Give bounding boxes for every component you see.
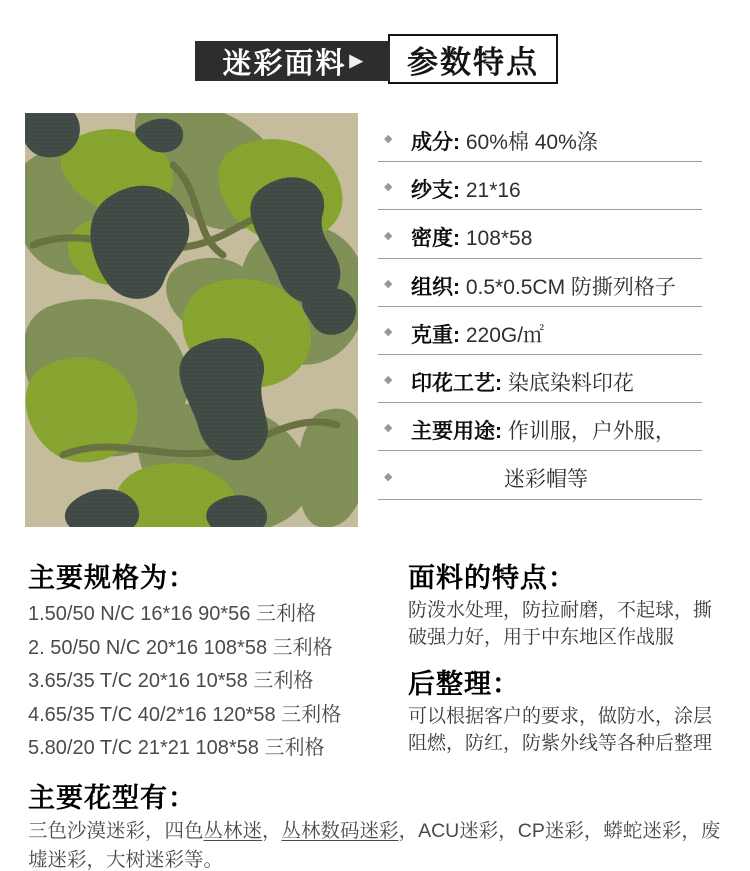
finishing-body: 可以根据客户的要求，做防水，涂层阻燃，防红，防紫外线等各种后整理 xyxy=(408,706,713,754)
section-title: 参数特点 xyxy=(407,44,539,80)
param-row xyxy=(378,210,702,258)
features-heading: 面料的特点： xyxy=(408,563,576,593)
param-value: 染底染料印花 xyxy=(507,371,634,395)
param-label: 克重: xyxy=(411,323,460,347)
specs-heading: 主要规格为： xyxy=(28,563,196,593)
param-text xyxy=(390,468,702,498)
param-label: 成分: xyxy=(411,131,460,155)
param-row xyxy=(378,355,702,403)
param-row xyxy=(378,114,702,162)
pattern-name-underlined: 丛林数码迷彩 xyxy=(281,820,399,842)
header-tag-label: 迷彩面料 xyxy=(222,47,347,80)
diamond-bullet-icon: ◆ xyxy=(384,133,393,146)
spec-line: 5.80/20 T/C 21*21 108*58 三利格 xyxy=(28,737,325,759)
pattern-text: 三色沙漠迷彩，四色 xyxy=(28,820,204,842)
param-row xyxy=(378,307,702,355)
diamond-bullet-icon: ◆ xyxy=(384,229,393,242)
camo-swatch-svg xyxy=(25,113,358,527)
spec-line: 1.50/50 N/C 16*16 90*56 三利格 xyxy=(28,603,316,625)
patterns-body xyxy=(28,817,734,871)
param-value: 迷彩帽等 xyxy=(504,468,588,492)
param-value: 21*16 xyxy=(465,179,521,203)
param-value: 0.5*0.5CM 防撕列格子 xyxy=(465,275,676,299)
param-value: 108*58 xyxy=(465,227,533,251)
finishing-heading: 后整理： xyxy=(408,669,520,699)
param-text xyxy=(411,324,544,354)
camo-ripstop-texture xyxy=(25,113,358,527)
param-label: 密度: xyxy=(411,227,460,251)
param-label: 印花工艺: xyxy=(411,371,502,395)
diamond-bullet-icon: ◆ xyxy=(384,374,393,387)
header-tag xyxy=(195,41,390,81)
param-value: 作训服，户外服， xyxy=(507,420,676,444)
param-text xyxy=(411,276,676,306)
params-list xyxy=(378,114,702,500)
diamond-bullet-icon: ◆ xyxy=(384,422,393,435)
diamond-bullet-icon: ◆ xyxy=(384,181,393,194)
param-value: 220G/㎡ xyxy=(465,323,545,347)
param-row xyxy=(378,162,702,210)
param-label: 组织: xyxy=(411,275,460,299)
pattern-text: ，ACU迷彩，CP迷彩，蟒蛇迷彩，废墟迷彩，大树迷彩等。 xyxy=(28,820,721,871)
patterns-heading: 主要花型有： xyxy=(28,783,196,813)
param-label: 主要用途: xyxy=(411,420,502,444)
diamond-bullet-icon: ◆ xyxy=(384,470,393,483)
param-text xyxy=(411,227,532,257)
section-title-box xyxy=(388,34,558,84)
param-text xyxy=(411,372,634,402)
pattern-name-underlined: 丛林迷 xyxy=(203,820,263,842)
spec-line: 2. 50/50 N/C 20*16 108*58 三利格 xyxy=(28,636,333,659)
spec-line: 4.65/35 T/C 40/2*16 120*58 三利格 xyxy=(28,703,342,726)
spec-line: 3.65/35 T/C 20*16 10*58 三利格 xyxy=(28,670,314,692)
param-text xyxy=(411,131,598,161)
pattern-text: ， xyxy=(262,820,282,842)
param-row xyxy=(378,259,702,307)
camouflage-fabric-image xyxy=(25,113,358,527)
param-text xyxy=(411,179,521,209)
play-triangle-icon: ▶ xyxy=(349,51,363,70)
param-row xyxy=(378,403,702,451)
diamond-bullet-icon: ◆ xyxy=(384,325,393,338)
param-value: 60%棉 40%涤 xyxy=(465,131,598,155)
features-body: 防泼水处理，防拉耐磨，不起球，撕破强力好，用于中东地区作战服 xyxy=(408,600,713,648)
param-row xyxy=(378,451,702,499)
param-text xyxy=(411,420,676,450)
diamond-bullet-icon: ◆ xyxy=(384,277,393,290)
specs-list xyxy=(28,598,373,766)
param-label: 纱支: xyxy=(411,179,460,203)
